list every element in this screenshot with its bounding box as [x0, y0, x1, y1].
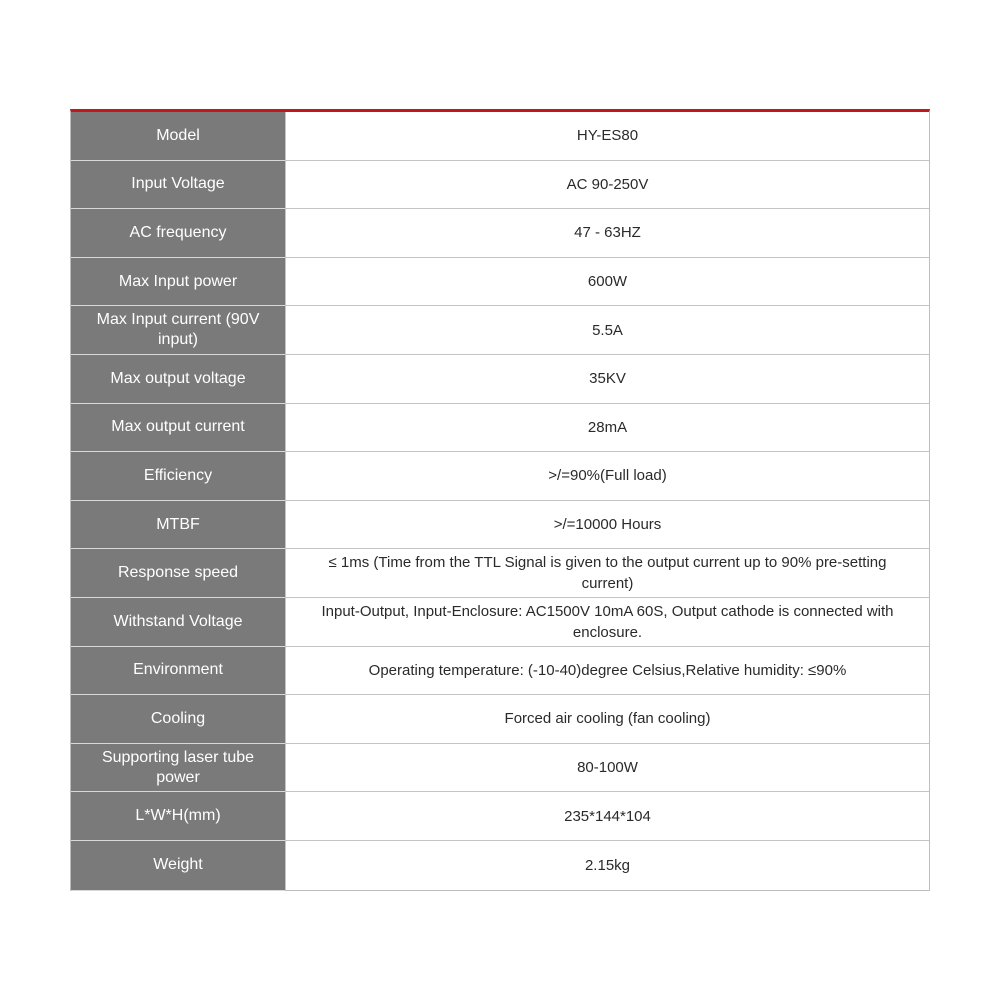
spec-label: Max output voltage [71, 355, 285, 404]
spec-label: Weight [71, 841, 285, 891]
spec-value: Operating temperature: (-10-40)degree Celsius,Relative humidity: ≤90% [285, 647, 929, 695]
spec-value: Input-Output, Input-Enclosure: AC1500V 10mA 60S, Output cathode is connected with enclosure. [285, 598, 929, 646]
spec-row-max-input-current [71, 306, 929, 355]
spec-row-ac-frequency [71, 209, 929, 258]
spec-value: ≤ 1ms (Time from the TTL Signal is given to the output current up to 90% pre-setting current) [285, 549, 929, 597]
spec-row-input-voltage [71, 161, 929, 210]
spec-row-withstand-voltage [71, 598, 929, 647]
spec-value: 28mA [285, 404, 929, 452]
spec-value: Forced air cooling (fan cooling) [285, 695, 929, 743]
spec-row-dimensions [71, 792, 929, 841]
spec-value: HY-ES80 [285, 112, 929, 160]
spec-label: Max Input current (90V input) [71, 306, 285, 355]
spec-row-supporting-laser-tube-power [71, 744, 929, 793]
spec-label: Withstand Voltage [71, 598, 285, 647]
spec-label: Efficiency [71, 452, 285, 501]
spec-label: MTBF [71, 501, 285, 550]
spec-row-max-output-current [71, 404, 929, 453]
spec-value: 2.15kg [285, 841, 929, 890]
spec-value: 600W [285, 258, 929, 306]
spec-row-efficiency [71, 452, 929, 501]
spec-value: >/=10000 Hours [285, 501, 929, 549]
spec-row-environment [71, 647, 929, 696]
spec-row-weight [71, 841, 929, 890]
spec-row-response-speed [71, 549, 929, 598]
spec-row-max-output-voltage [71, 355, 929, 404]
spec-value: 35KV [285, 355, 929, 403]
spec-value: AC 90-250V [285, 161, 929, 209]
spec-row-model [71, 112, 929, 161]
spec-label: Cooling [71, 695, 285, 744]
spec-row-max-input-power [71, 258, 929, 307]
spec-label: L*W*H(mm) [71, 792, 285, 841]
spec-label: Environment [71, 647, 285, 696]
spec-value: 47 - 63HZ [285, 209, 929, 257]
spec-row-mtbf [71, 501, 929, 550]
spec-value: 80-100W [285, 744, 929, 792]
spec-label: AC frequency [71, 209, 285, 258]
spec-row-cooling [71, 695, 929, 744]
spec-table [70, 109, 930, 891]
spec-label: Input Voltage [71, 161, 285, 210]
spec-label: Max output current [71, 404, 285, 453]
spec-label: Model [71, 112, 285, 161]
spec-value: 5.5A [285, 306, 929, 354]
spec-value: >/=90%(Full load) [285, 452, 929, 500]
spec-label: Response speed [71, 549, 285, 598]
spec-value: 235*144*104 [285, 792, 929, 840]
spec-label: Supporting laser tube power [71, 744, 285, 793]
spec-label: Max Input power [71, 258, 285, 307]
